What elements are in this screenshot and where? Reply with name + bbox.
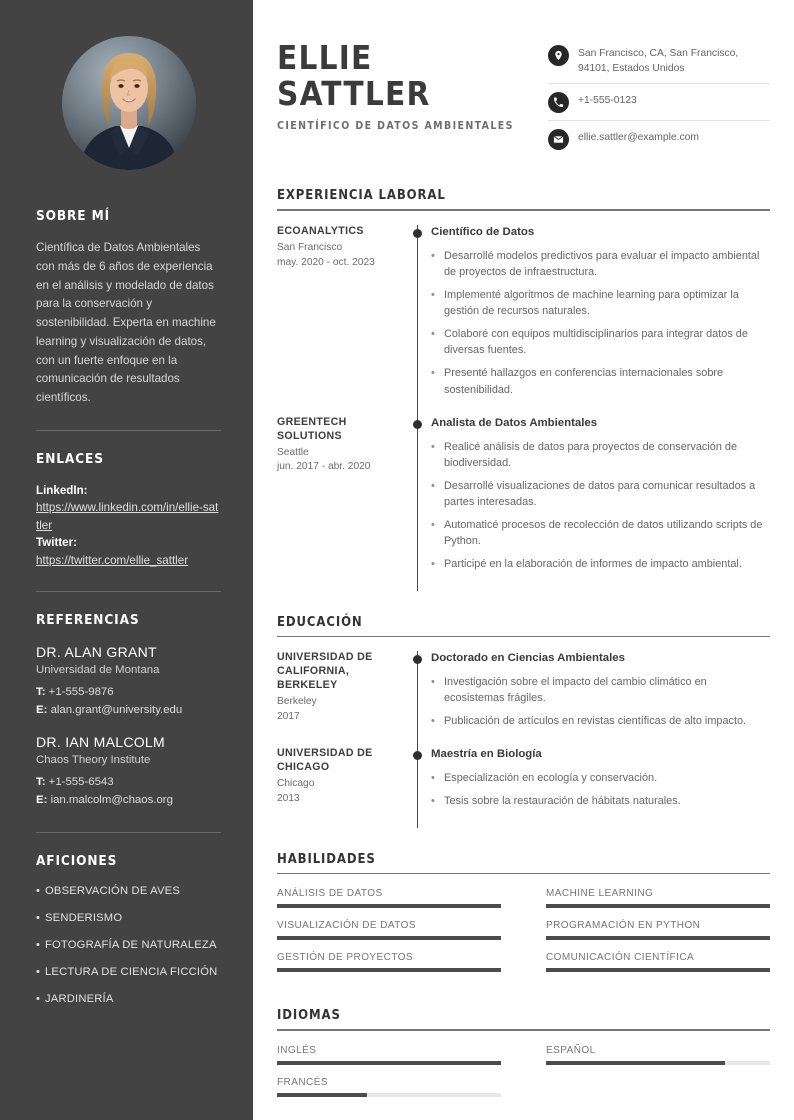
job-title: Analista de Datos Ambientales [431,416,598,429]
institution-location: Berkeley [277,696,317,708]
bullet-item [431,287,770,319]
skill-bar-fill [277,968,501,972]
phone-label: T: [36,776,46,789]
skill-bar-fill [277,936,501,940]
degree-title: Doctorado en Ciencias Ambientales [431,652,625,665]
contact-list [548,44,770,164]
bullet-icon: • [36,966,41,978]
bullet-item [431,365,770,397]
reference-org: Universidad de Montana [36,663,160,676]
phone-label: T: [36,685,46,698]
education-details [431,651,770,747]
envelope-icon [548,129,569,150]
graduation-year: 2017 [277,710,300,722]
degree-title: Maestría en Biología [431,748,542,761]
contact-phone-text: +1-555-0123 [578,95,637,107]
education-heading: EDUCACIÓN [277,614,363,630]
reference-email [36,792,221,810]
skill-item [546,888,770,908]
education-meta [277,747,405,827]
language-bar-fill [277,1061,501,1065]
bullet-item [431,713,770,729]
link-item [36,534,221,569]
skill-label: PROGRAMACIÓN EN PYTHON [546,920,701,932]
skill-label: VISUALIZACIÓN DE DATOS [277,920,417,932]
bullet-icon: • [431,440,435,453]
reference-email [36,702,221,720]
hobby-label: FOTOGRAFÍA DE NATURALEZA [45,938,217,951]
location-pin-icon [548,45,569,66]
bullet-icon: • [36,938,41,951]
experience-heading: EXPERIENCIA LABORAL [277,188,446,204]
link-url-twitter[interactable]: https://twitter.com/ellie_sattler [36,553,189,567]
hobby-item [36,911,221,926]
timeline-marker [405,747,431,827]
language-label: INGLÉS [277,1044,317,1056]
company-location: Seattle [277,446,309,458]
timeline-line [417,651,418,753]
bullet-icon: • [431,479,435,492]
hobby-label: JARDINERÍA [45,993,114,1006]
reference-phone [36,774,221,792]
bullet-item [431,770,770,786]
about-text: Científica de Datos Ambientales con más de 6 años de experiencia en el análisis y modelado de datos para la conservación y sostenibilidad. Experta en machine learning y visualización de datos, con un fuerte enfoque en la comunicación de resultados científicos. [36,241,216,405]
timeline-dot-icon [413,229,422,238]
name-block [277,40,514,132]
timeline-dot-icon [413,420,422,429]
bullet-text: Implementé algoritmos de machine learning para optimizar la gestión de recursos naturales. [444,288,739,318]
experience-meta [277,225,405,416]
employment-dates: jun. 2017 - abr. 2020 [277,461,371,473]
skill-bar-track [546,936,770,940]
bullet-icon: • [431,772,435,785]
employment-dates: may. 2020 - oct. 2023 [277,256,375,268]
last-name: SATTLER [277,74,431,114]
language-bar-track [277,1093,501,1097]
reference-org: Chaos Theory Institute [36,754,151,767]
languages-grid [277,1045,770,1109]
skills-grid [277,888,770,984]
education-meta [277,651,405,747]
section-education [277,615,770,828]
skill-bar-track [277,936,501,940]
job-title: Científico de Datos [431,225,535,238]
bullet-icon: • [431,715,435,728]
divider [36,430,221,431]
timeline-dot-icon [413,655,422,664]
language-item [277,1045,501,1065]
language-bar-fill [546,1061,725,1065]
phone-value: +1-555-6543 [48,776,114,789]
bullet-icon: • [431,367,435,380]
skill-label: GESTIÓN DE PROYECTOS [277,952,414,964]
company-name: ECOANALYTICS [277,224,364,237]
education-details [431,747,770,827]
education-entry [277,651,770,747]
bullet-item [431,478,770,510]
timeline-line [417,416,418,591]
about-heading: SOBRE MÍ [36,208,111,224]
experience-details [431,225,770,416]
language-bar-fill [277,1093,367,1097]
main-content [253,0,794,1120]
skill-bar-track [277,968,501,972]
skill-bar-fill [546,904,770,908]
email-value: alan.grant@university.edu [50,703,183,716]
language-item [277,1077,501,1097]
timeline-line [417,225,418,422]
bullet-text: Investigación sobre el impacto del cambio climático en ecosistemas frágiles. [444,676,707,705]
bullet-text: Realicé análisis de datos para proyectos de conservación de biodiversidad. [444,440,738,469]
bullet-text: Desarrollé modelos predictivos para evaluar el impacto ambiental de proyectos de infraestructura. [444,249,760,278]
bullet-text: Desarrollé visualizaciones de datos para comunicar resultados a partes interesadas. [444,479,756,509]
skill-bar-fill [546,968,770,972]
bullet-item [431,556,770,572]
education-entry [277,747,770,827]
skill-item [546,952,770,972]
language-label: ESPAÑOL [546,1044,596,1056]
references-heading: REFERENCIAS [36,611,140,628]
sidebar-section-about [36,208,221,408]
phone-value: +1-555-9876 [48,685,114,698]
bullet-icon: • [36,993,41,1006]
bullet-icon: • [431,795,435,808]
bullet-text: Publicación de artículos en revistas científicas de alto impacto. [444,715,747,728]
phone-icon [548,92,569,113]
bullet-text: Especialización en ecología y conservación. [444,772,658,785]
contact-phone [548,91,770,121]
divider [277,209,770,211]
skill-label: ANÁLISIS DE DATOS [277,888,383,900]
timeline-marker [405,651,431,747]
skill-label: MACHINE LEARNING [546,888,654,900]
graduation-year: 2013 [277,793,300,805]
skill-bar-track [546,904,770,908]
contact-email [548,128,770,157]
company-location: San Francisco [277,241,343,253]
resume-header [277,40,770,164]
experience-entry [277,225,770,416]
experience-details [431,416,770,591]
link-item [36,482,221,534]
section-skills [277,852,770,985]
bullet-item [431,674,770,706]
bullet-item [431,517,770,549]
reference-item [36,643,221,719]
email-value: ian.malcolm@chaos.org [50,794,173,806]
institution-location: Chicago [277,778,315,790]
bullet-item [431,248,770,280]
skills-heading: HABILIDADES [277,851,376,867]
bullet-item [431,326,770,358]
bullet-text: Automaticé procesos de recolección de datos utilizando scripts de Python. [444,519,763,548]
bullet-text: Tesis sobre la restauración de hábitats naturales. [444,795,681,808]
hobby-label: OBSERVACIÓN DE AVES [45,884,180,897]
link-label-twitter: Twitter: [36,536,78,550]
experience-entry [277,416,770,591]
sidebar [0,0,253,1120]
section-languages [277,1008,770,1109]
reference-name: DR. IAN MALCOLM [36,734,165,751]
institution-name: UNIVERSIDAD DE CALIFORNIA, BERKELEY [277,651,373,692]
institution-name: UNIVERSIDAD DE CHICAGO [277,747,373,774]
sidebar-section-links [36,451,221,569]
job-role-subtitle: CIENTÍFICO DE DATOS AMBIENTALES [277,119,514,132]
email-label: E: [36,703,48,716]
reference-name: DR. ALAN GRANT [36,643,157,660]
timeline-dot-icon [413,751,422,760]
company-name: GREENTECH SOLUTIONS [277,415,347,442]
contact-email-text: ellie.sattler@example.com [578,132,699,144]
contact-location [548,44,770,84]
bullet-item [431,439,770,471]
language-label: FRANCÉS [277,1076,328,1088]
avatar [62,36,196,170]
bullet-icon: • [431,676,435,688]
bullet-text: Participé en la elaboración de informes de impacto ambiental. [444,558,742,571]
profile-photo-wrap [36,36,221,170]
skill-bar-track [546,968,770,972]
divider [277,873,770,875]
hobby-item [36,884,221,899]
email-label: E: [36,794,48,806]
section-experience [277,188,770,590]
skill-item [277,952,501,972]
bullet-icon: • [431,249,435,262]
links-heading: ENLACES [36,451,104,468]
language-item [546,1045,770,1065]
timeline-marker [405,416,431,591]
link-label-linkedin: LinkedIn: [36,484,88,498]
hobby-item [36,992,221,1007]
hobby-item [36,938,221,953]
languages-heading: IDIOMAS [277,1008,341,1024]
divider [277,636,770,638]
profile-photo-illustration [62,36,196,170]
skill-bar-fill [546,936,770,940]
bullet-text: Presenté hallazgos en conferencias internacionales sobre sostenibilidad. [444,367,724,396]
language-bar-track [546,1061,770,1065]
bullet-icon: • [36,884,41,897]
bullet-item [431,793,770,809]
reference-phone [36,684,221,702]
reference-item [36,733,221,809]
skill-item [277,888,501,908]
hobbies-heading: AFICIONES [36,852,118,869]
link-url-linkedin[interactable]: https://www.linkedin.com/in/ellie-sattler [36,501,219,532]
divider [277,1029,770,1031]
first-name: ELLIE [277,38,373,77]
divider [36,832,221,833]
skill-item [546,920,770,940]
bullet-icon: • [36,911,41,924]
skill-bar-track [277,904,501,908]
bullet-icon: • [431,288,435,301]
sidebar-section-references [36,612,221,810]
bullet-icon: • [431,519,435,532]
bullet-icon: • [431,558,435,571]
hobby-item [36,965,221,980]
bullet-icon: • [431,328,435,341]
bullet-text: Colaboré con equipos multidisciplinarios para integrar datos de diversas fuentes. [444,328,748,357]
skill-label: COMUNICACIÓN CIENTÍFICA [546,952,695,964]
timeline-marker [405,225,431,416]
sidebar-section-hobbies [36,853,221,1008]
contact-location-text: San Francisco, CA, San Francisco, 94101, Estados Unidos [578,48,739,74]
divider [36,591,221,592]
skill-item [277,920,501,940]
hobby-label: SENDERISMO [45,911,123,924]
hobby-label: LECTURA DE CIENCIA FICCIÓN [45,966,218,978]
skill-bar-fill [277,904,501,908]
experience-meta [277,416,405,591]
language-bar-track [277,1061,501,1065]
